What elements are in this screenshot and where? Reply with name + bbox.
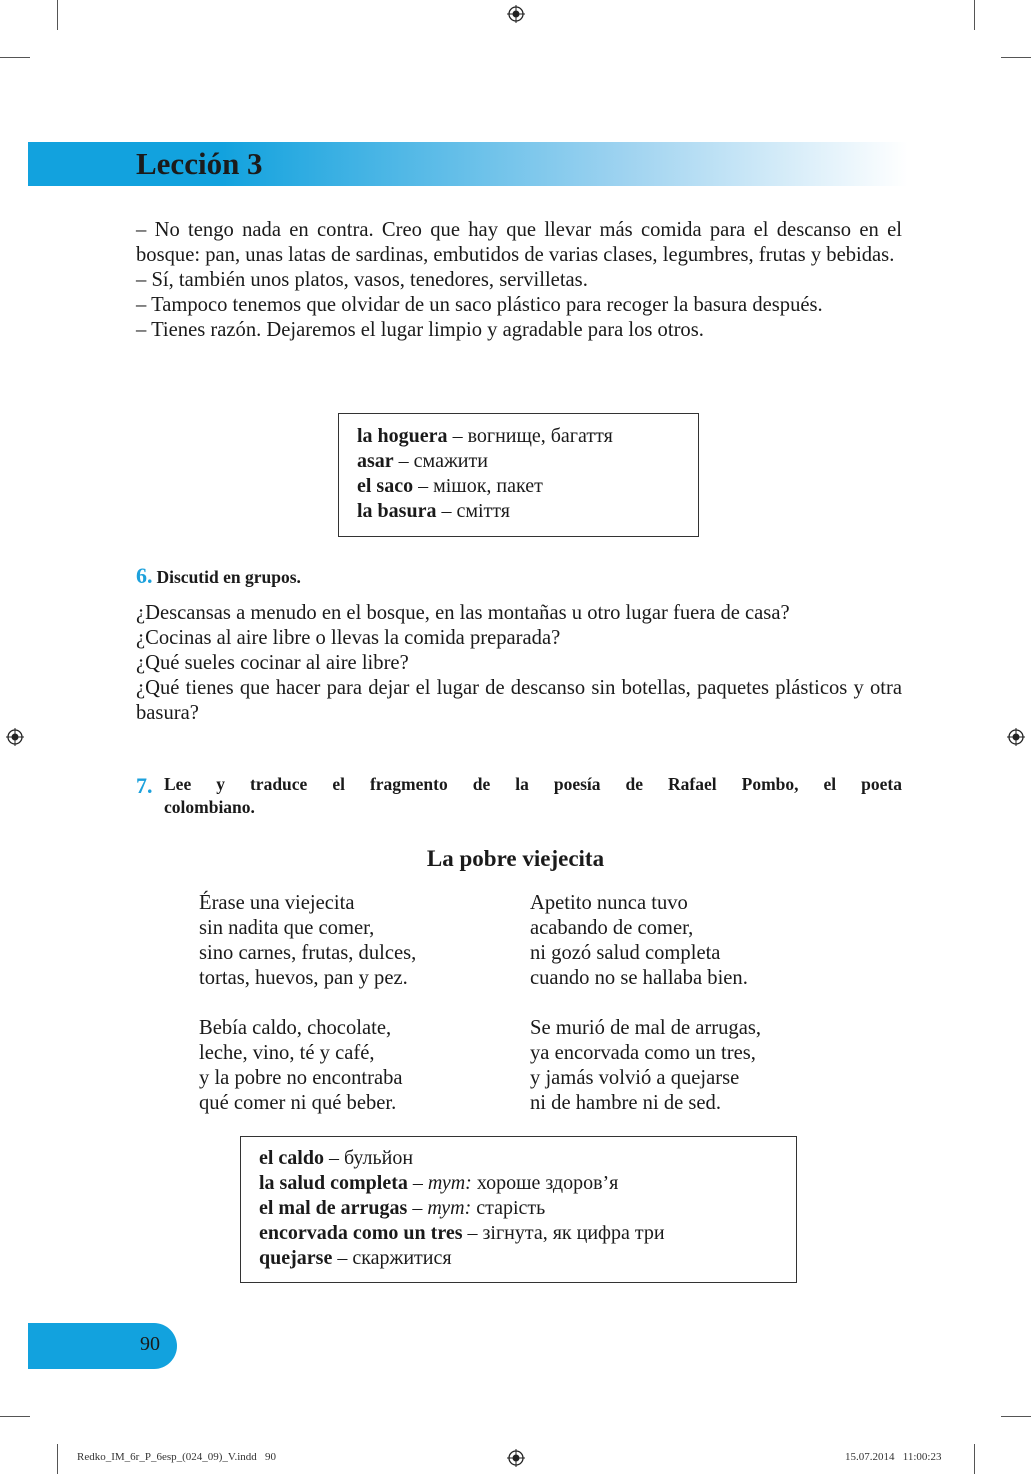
task-7-heading [136,773,902,819]
crop-mark [57,0,58,30]
crop-mark [974,0,975,30]
registration-mark-icon [1007,728,1025,746]
poem-line: y la pobre no encontraba [199,1067,403,1089]
crop-mark [974,1444,975,1474]
poem-line: Apetito nunca tuvo [530,892,688,914]
task-title: Lee y traduce el fragmento de la poesía de Rafael Pombo, el poeta colombiano. [164,774,902,817]
dialogue-line: – Sí, también unos platos, vasos, tenedores, servilletas. [136,269,588,291]
registration-mark-icon [507,1449,525,1467]
vocab-entry: quejarse – скаржитися [259,1247,452,1269]
dialogue-text [136,218,902,343]
dialogue-line: – No tengo nada en contra. Creo que hay que llevar más comida para el descanso en el bosque: pan, unas latas de sardinas, embutidos de varias clases, legumbres, frutas y bebidas. [136,219,902,266]
crop-mark [0,1416,30,1417]
vocab-entry: la hoguera – вогнище, багаття [357,425,613,447]
crop-mark [1001,57,1031,58]
registration-mark-icon [507,5,525,23]
task-number: 7. [136,773,153,798]
poem-stanza [199,891,416,991]
registration-mark-icon [6,728,24,746]
vocab-entry: la basura – сміття [357,500,510,522]
crop-mark [0,57,30,58]
poem-title: La pobre viejecita [426,846,605,871]
vocab-entry: asar – смажити [357,450,488,472]
vocab-entry: el mal de arrugas – тут: старість [259,1197,546,1219]
vocab-entry: el caldo – бульйон [259,1147,414,1169]
question: ¿Qué tienes que hacer para dejar el lugar de descanso sin botellas, paquetes plásticos y otra basura? [136,677,902,724]
poem-line: ni gozó salud completa [530,942,721,964]
poem-line: sin nadita que comer, [199,917,375,939]
poem-line: cuando no se hallaba bien. [530,967,748,989]
poem-line: sino carnes, frutas, dulces, [199,942,417,964]
question: ¿Qué sueles cocinar al aire libre? [136,652,409,674]
poem-line: ya encorvada como un tres, [530,1042,756,1064]
poem-line: Érase una viejecita [199,892,355,914]
poem-stanza [530,891,748,991]
task-number: 6. [136,563,153,588]
dialogue-line: – Tienes razón. Dejaremos el lugar limpio y agradable para los otros. [136,319,704,341]
poem-stanza [530,1016,761,1116]
slug-datetime: 15.07.2014 11:00:23 [845,1451,942,1463]
lesson-title: Lección 3 [136,146,263,181]
slug-filename: Redko_IM_6r_P_6esp_(024_09)_V.indd 90 [77,1451,277,1463]
vocab-entry: encorvada como un tres – зігнута, як цифра три [259,1222,665,1244]
task-6-heading [136,563,301,589]
crop-mark [1001,1416,1031,1417]
page-number: 90 [140,1333,160,1355]
question: ¿Cocinas al aire libre o llevas la comida preparada? [136,627,561,649]
vocabulary-box [338,413,699,537]
vocab-entry: la salud completa – тут: хороше здоров’я [259,1172,619,1194]
poem-line: ni de hambre ni de sed. [530,1092,722,1114]
vocabulary-box [240,1136,797,1283]
task-title: Discutid en grupos. [156,567,301,587]
poem-line: tortas, huevos, pan y pez. [199,967,408,989]
question: ¿Descansas a menudo en el bosque, en las montañas u otro lugar fuera de casa? [136,602,790,624]
poem-line: acabando de comer, [530,917,694,939]
poem-stanza [199,1016,403,1116]
poem-line: Bebía caldo, chocolate, [199,1017,392,1039]
vocab-entry: el saco – мішок, пакет [357,475,543,497]
crop-mark [57,1444,58,1474]
poem-line: leche, vino, té y café, [199,1042,375,1064]
poem-line: Se murió de mal de arrugas, [530,1017,762,1039]
task-6-questions [136,601,902,726]
dialogue-line: – Tampoco tenemos que olvidar de un saco plástico para recoger la basura después. [136,294,823,316]
poem-line: y jamás volvió a quejarse [530,1067,740,1089]
poem-line: qué comer ni qué beber. [199,1092,397,1114]
